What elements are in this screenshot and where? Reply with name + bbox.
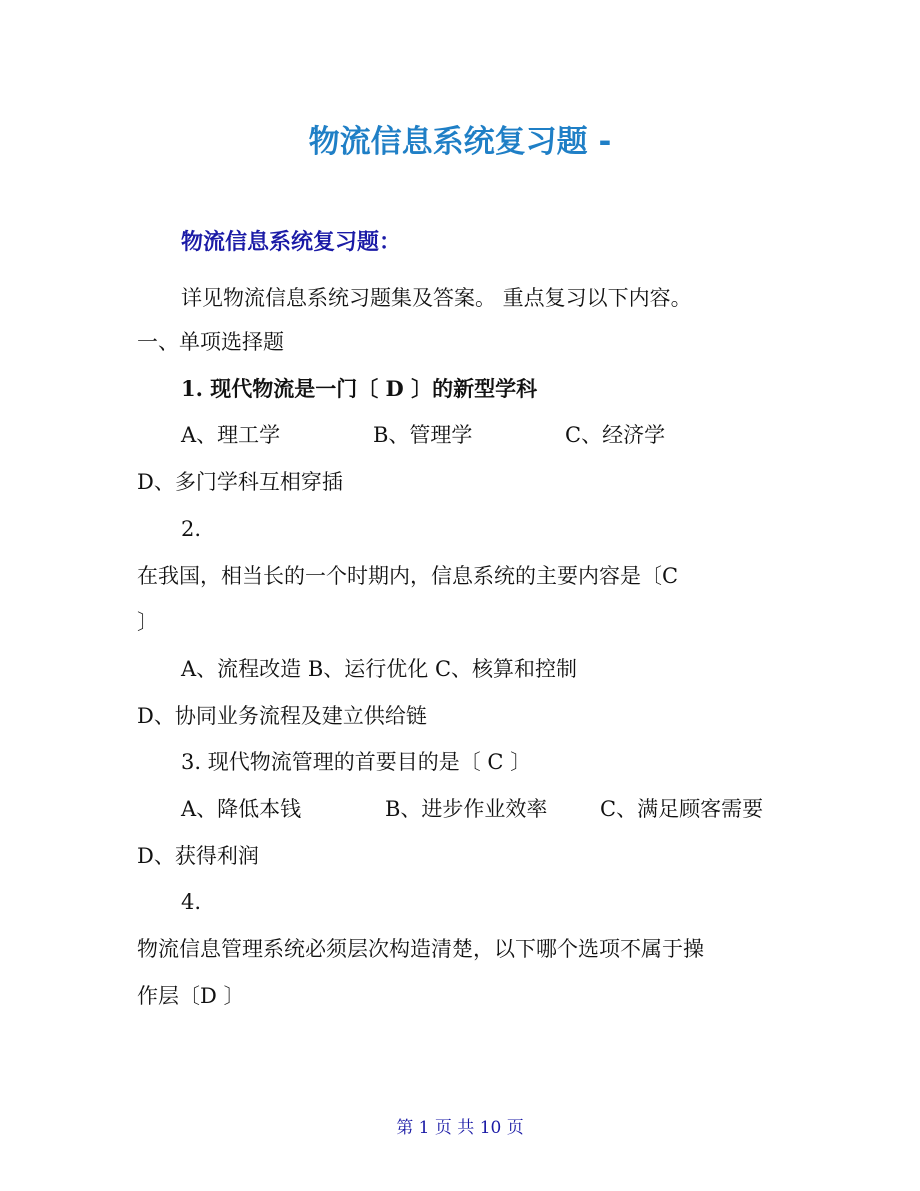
- question-1-option-b: B、管理学: [373, 423, 473, 447]
- question-3-option-b: B、进步作业效率: [385, 797, 548, 821]
- question-1-option-c: C、经济学: [565, 423, 666, 447]
- question-2-options: A、流程改造 B、运行优化 C、核算和控制: [181, 657, 578, 681]
- question-3-option-c: C、满足顾客需要: [600, 797, 764, 821]
- question-1-stem: 1. 现代物流是一门〔 D 〕的新型学科: [181, 376, 538, 401]
- section-heading: 物流信息系统复习题：: [181, 230, 402, 255]
- section-label: 一、单项选择题: [137, 330, 284, 354]
- intro-text: 详见物流信息系统习题集及答案。 重点复习以下内容。: [181, 286, 692, 310]
- document-title: 物流信息系统复习题 -: [308, 124, 612, 160]
- question-2-stem-end: 〕: [137, 610, 158, 634]
- page-footer: 第 1 页 共 10 页: [396, 1118, 524, 1138]
- question-1-option-d: D、多门学科互相穿插: [137, 470, 343, 494]
- question-4-stem: 物流信息管理系统必须层次构造清楚，以下哪个选项不属于操: [137, 937, 704, 961]
- question-4-stem-end: 作层〔D 〕: [137, 984, 245, 1008]
- question-2-stem: 在我国，相当长的一个时期内，信息系统的主要内容是〔C: [137, 564, 679, 588]
- question-2-number: 2.: [181, 517, 202, 541]
- question-2-option-d: D、协同业务流程及建立供给链: [137, 704, 427, 728]
- question-3-option-d: D、获得利润: [137, 844, 259, 868]
- question-3-stem: 3. 现代物流管理的首要目的是〔 C 〕: [181, 750, 532, 774]
- question-3-option-a: A、降低本钱: [181, 797, 302, 821]
- question-1-option-a: A、理工学: [181, 423, 281, 447]
- question-4-number: 4.: [181, 890, 202, 914]
